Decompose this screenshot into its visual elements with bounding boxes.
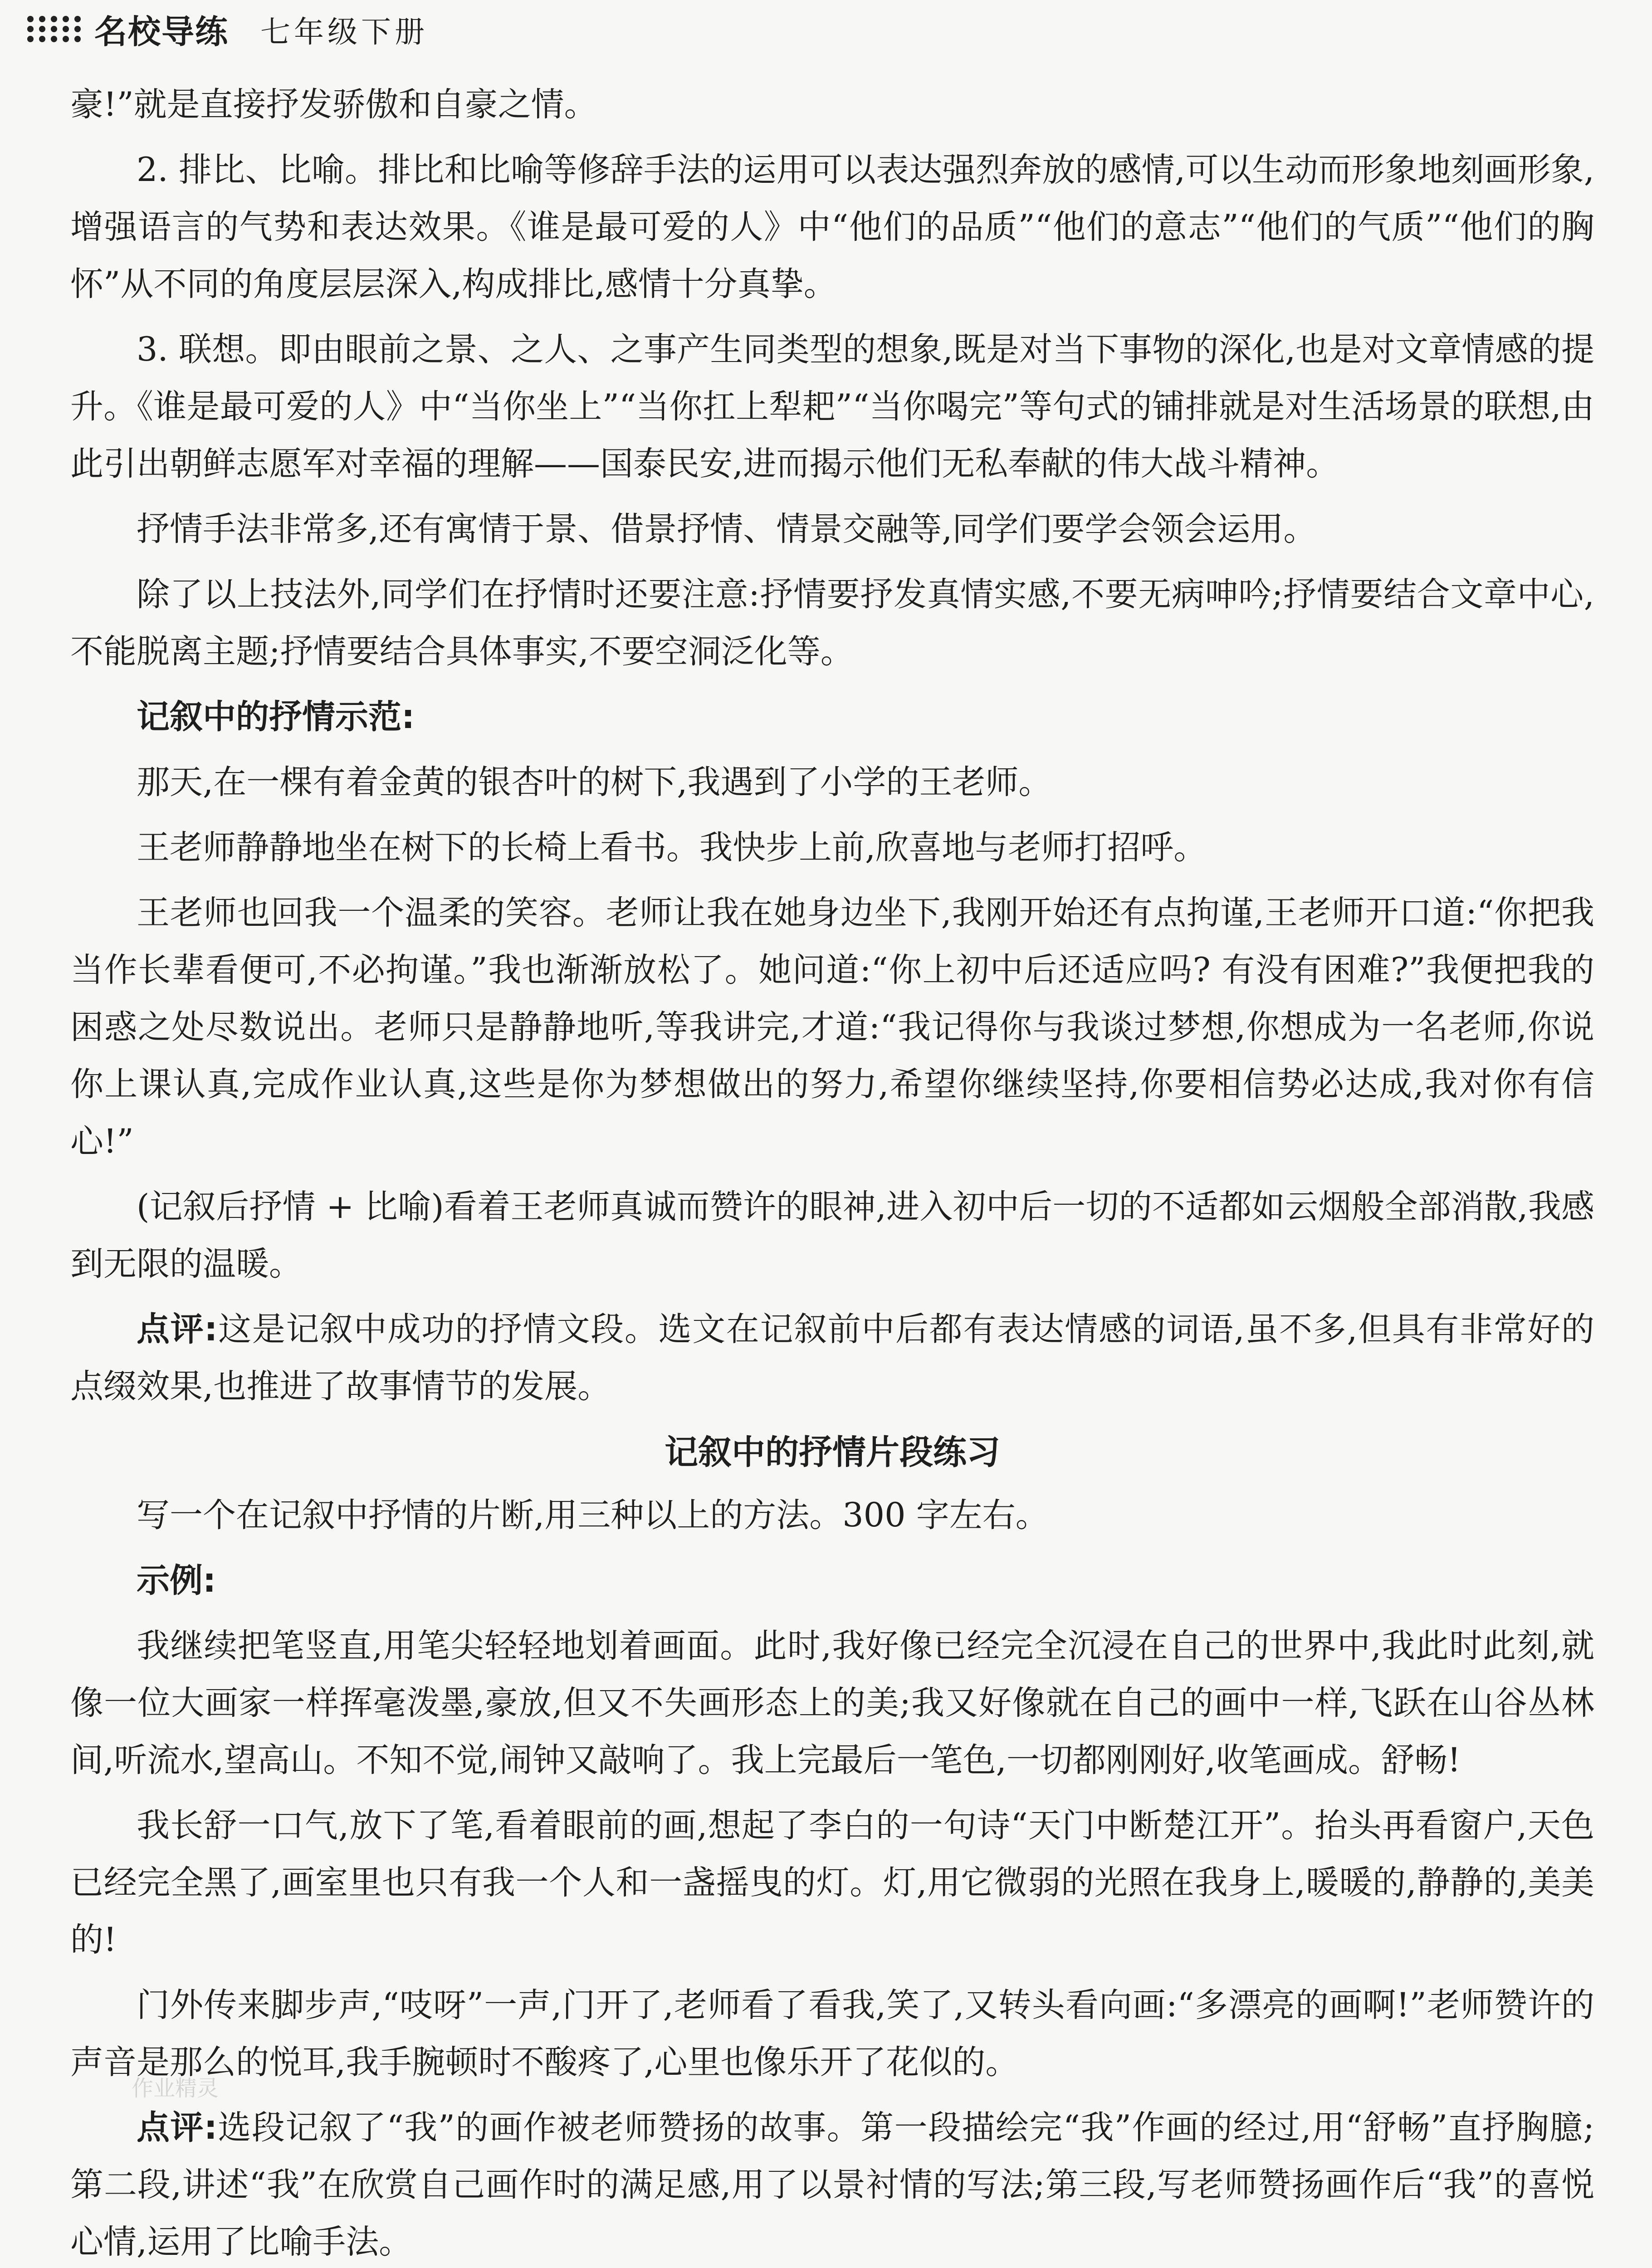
demo-comment (70, 1301, 1594, 1415)
demo-paragraph: 王老师静静地坐在树下的长椅上看书。我快步上前,欣喜地与老师打招呼。 (137, 828, 1207, 867)
comment-text: 这是记叙中成功的抒情文段。选文在记叙前中后都有表达情感的词语,虽不多,但具有非常好的点缀效果,也推进了故事情节的发展。 (70, 1310, 1594, 1406)
example-label: 示例: (137, 1561, 216, 1600)
section-heading: 记叙中的抒情示范: (137, 698, 415, 736)
watermark-faint: 作业精灵 (132, 2076, 219, 2101)
demo-paragraph: 那天,在一棵有着金黄的银杏叶的树下,我遇到了小学的王老师。 (137, 763, 1052, 802)
example-comment (70, 2099, 1594, 2268)
series-title: 名校导练 (94, 13, 229, 51)
paragraph: 3. 联想。即由眼前之景、之人、之事产生同类型的想象,既是对当下事物的深化,也是对文章情感的提升。《谁是最可爱的人》中“当你坐上”“当你扛上犁耙”“当你喝完”等句式的铺排就是对生活场景的联想,由此引出朝鲜志愿军对幸福的理解——国泰民安,进而揭示他们无私奉献的伟大战斗精神。 (70, 330, 1594, 483)
example-paragraph: 我长舒一口气,放下了笔,看着眼前的画,想起了李白的一句诗“天门中断楚江开”。抬头再看窗户,天色已经完全黑了,画室里也只有我一个人和一盏摇曳的灯。灯,用它微弱的光照在我身上,暖暖的,静静的,美美的! (70, 1806, 1594, 1959)
demo-paragraph: 王老师也回我一个温柔的笑容。老师让我在她身边坐下,我刚开始还有点拘谨,王老师开口道:“你把我当作长辈看便可,不必拘谨。”我也渐渐放松了。她问道:“你上初中后还适应吗? 有没有困难?”我便把我的困惑之处尽数说出。老师只是静静地听,等我讲完,才道:“我记得你与我谈过梦想,你想成为一名老师,你说你上课认真,完成作业认真,这些是你为梦想做出的努力,希望你继续坚持,你要相信势必达成,我对你有信心!” (70, 894, 1594, 1161)
paragraph: 豪!”就是直接抒发骄傲和自豪之情。 (70, 85, 597, 124)
paragraph: 抒情手法非常多,还有寓情于景、借景抒情、情景交融等,同学们要学会领会运用。 (137, 510, 1317, 548)
page-body (70, 76, 1594, 2268)
practice-task: 写一个在记叙中抒情的片断,用三种以上的方法。300 字左右。 (137, 1496, 1049, 1535)
page-header (27, 4, 1624, 54)
comment-label: 点评: (137, 2108, 218, 2147)
book-subtitle: 七年级下册 (260, 14, 429, 49)
comment-label: 点评: (137, 1310, 218, 1349)
practice-title: 记叙中的抒情片段练习 (665, 1433, 1000, 1472)
comment-text: 选段记叙了“我”的画作被老师赞扬的故事。第一段描绘完“我”作画的经过,用“舒畅”直抒胸臆;第二段,讲述“我”在欣赏自己画作时的满足感,用了以景衬情的写法;第三段,写老师赞扬画作后“我”的喜悦心情,运用了比喻手法。 (70, 2108, 1594, 2261)
dots-logo-icon (27, 16, 83, 42)
paragraph: 2. 排比、比喻。排比和比喻等修辞手法的运用可以表达强烈奔放的感情,可以生动而形象地刻画形象,增强语言的气势和表达效果。《谁是最可爱的人》中“他们的品质”“他们的意志”“他们的气质”“他们的胸怀”从不同的角度层层深入,构成排比,感情十分真挚。 (70, 151, 1594, 303)
demo-paragraph: (记叙后抒情 + 比喻)看着王老师真诚而赞许的眼神,进入初中后一切的不适都如云烟般全部消散,我感到无限的温暖。 (70, 1188, 1594, 1283)
example-paragraph: 我继续把笔竖直,用笔尖轻轻地划着画面。此时,我好像已经完全沉浸在自己的世界中,我此时此刻,就像一位大画家一样挥毫泼墨,豪放,但又不失画形态上的美;我又好像就在自己的画中一样,飞跃在山谷丛林间,听流水,望高山。不知不觉,闹钟又敲响了。我上完最后一笔色,一切都刚刚好,收笔画成。舒畅! (70, 1627, 1594, 1779)
example-paragraph: 门外传来脚步声,“吱呀”一声,门开了,老师看了看我,笑了,又转头看向画:“多漂亮的画啊!”老师赞许的声音是那么的悦耳,我手腕顿时不酸疼了,心里也像乐开了花似的。 (70, 1986, 1594, 2082)
paragraph: 除了以上技法外,同学们在抒情时还要注意:抒情要抒发真情实感,不要无病呻吟;抒情要结合文章中心,不能脱离主题;抒情要结合具体事实,不要空洞泛化等。 (70, 575, 1594, 671)
